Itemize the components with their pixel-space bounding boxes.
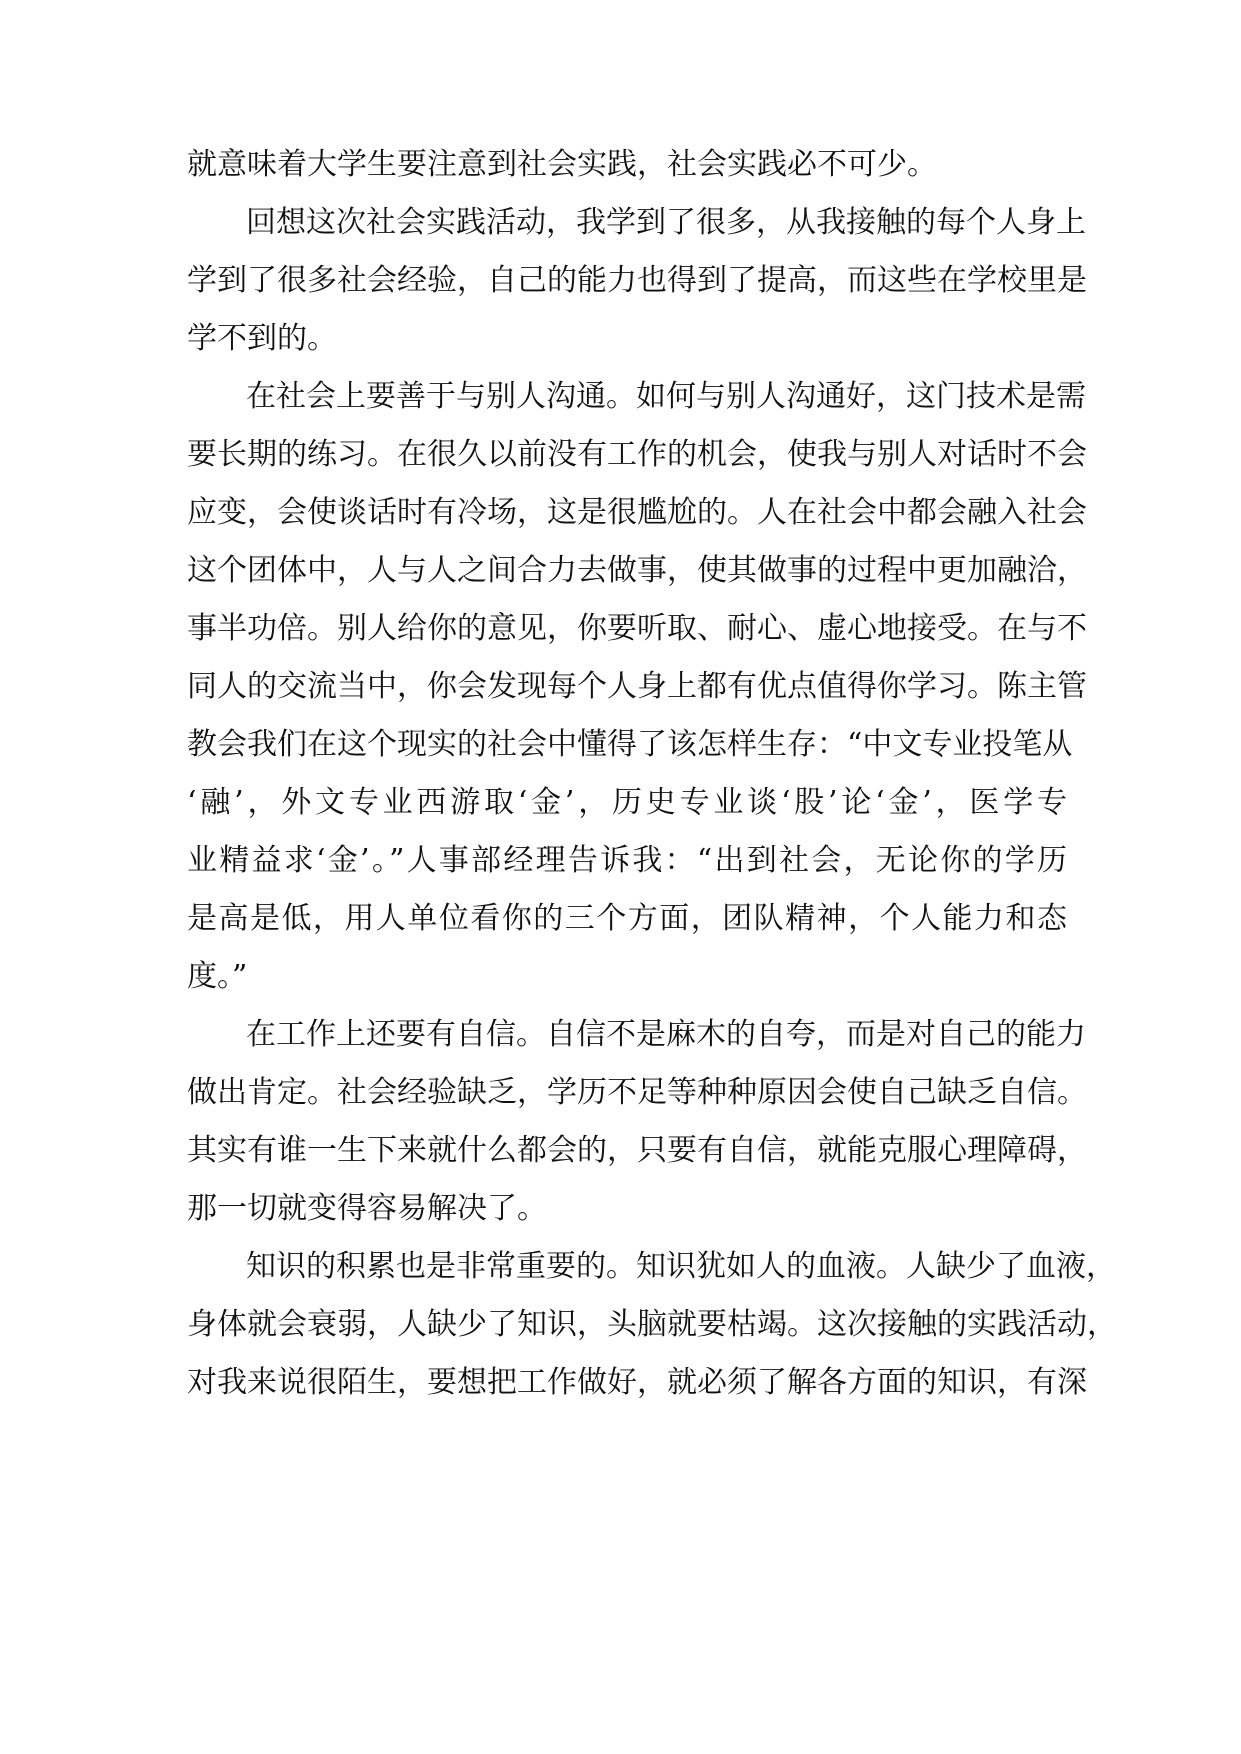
text-line: 对我来说很陌生，要想把工作做好，就必须了解各方面的知识，有深 (187, 1365, 1087, 1400)
text-line: 那一切就变得容易解决了。 (187, 1191, 547, 1226)
text-line: 同人的交流当中，你会发现每个人身上都有优点值得你学习。陈主管 (187, 669, 1087, 704)
text-line: 其实有谁一生下来就什么都会的，只要有自信，就能克服心理障碍， (187, 1133, 1087, 1168)
text-line: 就意味着大学生要注意到社会实践，社会实践必不可少。 (187, 147, 937, 182)
text-line: 教会我们在这个现实的社会中懂得了该怎样生存：“中文专业投笔从 (187, 727, 1073, 762)
text-line: ‘融’，外文专业西游取‘金’，历史专业谈‘股’论‘金’，医学专 (187, 785, 1067, 820)
text-line: 要长期的练习。在很久以前没有工作的机会，使我与别人对话时不会 (187, 437, 1087, 472)
text-line: 学到了很多社会经验，自己的能力也得到了提高，而这些在学校里是 (187, 263, 1087, 298)
text-line: 是高是低，用人单位看你的三个方面，团队精神，个人能力和态 (187, 901, 1067, 936)
text-line: 事半功倍。别人给你的意见，你要听取、耐心、虚心地接受。在与不 (187, 611, 1087, 646)
text-line: 业精益求‘金’。”人事部经理告诉我：“出到社会，无论你的学历 (187, 843, 1067, 878)
text-line: 这个团体中，人与人之间合力去做事，使其做事的过程中更加融洽， (187, 553, 1087, 588)
text-line: 在工作上还要有自信。自信不是麻木的自夸，而是对自己的能力 (246, 1017, 1086, 1052)
text-line: 身体就会衰弱，人缺少了知识，头脑就要枯竭。这次接触的实践活动， (187, 1307, 1117, 1342)
text-line: 回想这次社会实践活动，我学到了很多，从我接触的每个人身上 (246, 205, 1086, 240)
text-line: 学不到的。 (187, 321, 337, 356)
text-line: 做出肯定。社会经验缺乏，学历不足等种种原因会使自己缺乏自信。 (187, 1075, 1087, 1110)
text-line: 在社会上要善于与别人沟通。如何与别人沟通好，这门技术是需 (246, 379, 1086, 414)
text-line: 度。” (187, 959, 248, 994)
text-line: 知识的积累也是非常重要的。知识犹如人的血液。人缺少了血液， (246, 1249, 1116, 1284)
text-line: 应变，会使谈话时有冷场，这是很尴尬的。人在社会中都会融入社会 (187, 495, 1087, 530)
